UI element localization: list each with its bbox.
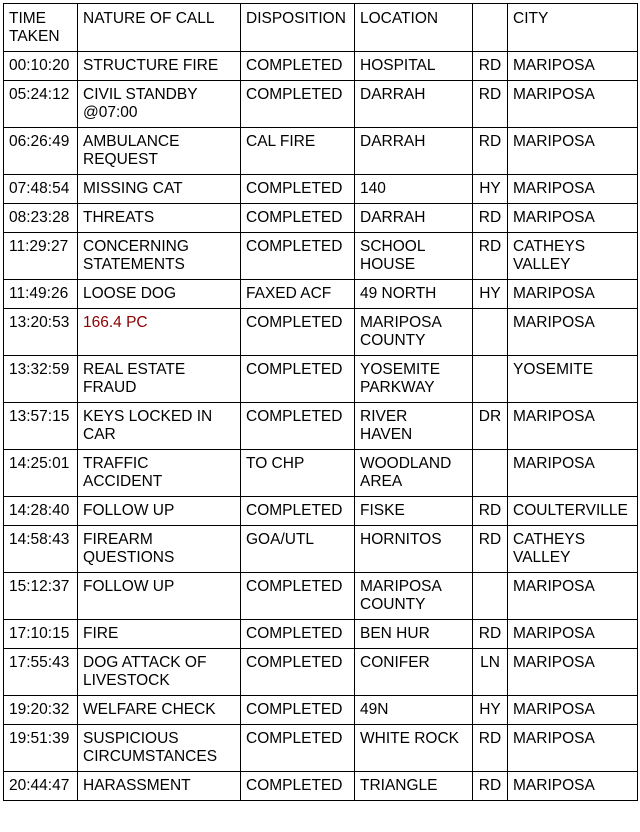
cell-nature-of-call: LOOSE DOG xyxy=(78,280,241,309)
cell-road-suffix xyxy=(473,356,508,403)
table-row xyxy=(4,725,638,772)
cell-location: WHITE ROCK xyxy=(355,725,473,772)
cell-time-taken: 17:10:15 xyxy=(4,620,78,649)
cell-location: 140 xyxy=(355,175,473,204)
header-row xyxy=(4,4,638,52)
cell-road-suffix: HY xyxy=(473,696,508,725)
cell-road-suffix: RD xyxy=(473,526,508,573)
table-row xyxy=(4,233,638,280)
cell-disposition: GOA/UTL xyxy=(241,526,355,573)
cell-road-suffix: RD xyxy=(473,52,508,81)
cell-road-suffix: HY xyxy=(473,175,508,204)
cell-disposition: COMPLETED xyxy=(241,497,355,526)
cell-location: CONIFER xyxy=(355,649,473,696)
call-log-body xyxy=(4,52,638,801)
cell-nature-of-call: AMBULANCE REQUEST xyxy=(78,128,241,175)
cell-location: YOSEMITE PARKWAY xyxy=(355,356,473,403)
cell-city: YOSEMITE xyxy=(508,356,638,403)
table-row xyxy=(4,175,638,204)
cell-disposition: COMPLETED xyxy=(241,175,355,204)
cell-location: DARRAH xyxy=(355,81,473,128)
cell-time-taken: 11:29:27 xyxy=(4,233,78,280)
cell-disposition: COMPLETED xyxy=(241,649,355,696)
cell-nature-of-call: REAL ESTATE FRAUD xyxy=(78,356,241,403)
cell-road-suffix: DR xyxy=(473,403,508,450)
cell-nature-of-call: THREATS xyxy=(78,204,241,233)
cell-location: HOSPITAL xyxy=(355,52,473,81)
table-row xyxy=(4,81,638,128)
cell-time-taken: 07:48:54 xyxy=(4,175,78,204)
cell-road-suffix: RD xyxy=(473,497,508,526)
table-row xyxy=(4,526,638,573)
cell-nature-of-call: WELFARE CHECK xyxy=(78,696,241,725)
cell-city: MARIPOSA xyxy=(508,649,638,696)
table-row xyxy=(4,280,638,309)
cell-disposition: COMPLETED xyxy=(241,356,355,403)
table-row xyxy=(4,497,638,526)
cell-disposition: COMPLETED xyxy=(241,772,355,801)
cell-location: SCHOOL HOUSE xyxy=(355,233,473,280)
cell-city: MARIPOSA xyxy=(508,696,638,725)
cell-location: DARRAH xyxy=(355,128,473,175)
cell-time-taken: 00:10:20 xyxy=(4,52,78,81)
cell-city: COULTERVILLE xyxy=(508,497,638,526)
table-row xyxy=(4,772,638,801)
cell-time-taken: 13:20:53 xyxy=(4,309,78,356)
cell-city: MARIPOSA xyxy=(508,573,638,620)
cell-nature-of-call: MISSING CAT xyxy=(78,175,241,204)
header-nature-of-call: NATURE OF CALL xyxy=(78,4,241,52)
cell-time-taken: 14:58:43 xyxy=(4,526,78,573)
cell-road-suffix xyxy=(473,450,508,497)
header-location: LOCATION xyxy=(355,4,473,52)
header-time-taken: TIME TAKEN xyxy=(4,4,78,52)
cell-location: HORNITOS xyxy=(355,526,473,573)
cell-nature-of-call: FOLLOW UP xyxy=(78,497,241,526)
header-suffix xyxy=(473,4,508,52)
table-row xyxy=(4,204,638,233)
cell-road-suffix: RD xyxy=(473,725,508,772)
cell-time-taken: 20:44:47 xyxy=(4,772,78,801)
table-row xyxy=(4,696,638,725)
cell-road-suffix: RD xyxy=(473,204,508,233)
cell-time-taken: 14:28:40 xyxy=(4,497,78,526)
cell-nature-of-call: CONCERNING STATEMENTS xyxy=(78,233,241,280)
cell-location: 49N xyxy=(355,696,473,725)
cell-location: MARIPOSA COUNTY xyxy=(355,309,473,356)
cell-location: FISKE xyxy=(355,497,473,526)
cell-location: DARRAH xyxy=(355,204,473,233)
cell-road-suffix xyxy=(473,573,508,620)
cell-location: 49 NORTH xyxy=(355,280,473,309)
cell-nature-of-call: SUSPICIOUS CIRCUMSTANCES xyxy=(78,725,241,772)
cell-disposition: COMPLETED xyxy=(241,309,355,356)
cell-nature-of-call: DOG ATTACK OF LIVESTOCK xyxy=(78,649,241,696)
cell-nature-of-call: FIRE xyxy=(78,620,241,649)
cell-time-taken: 05:24:12 xyxy=(4,81,78,128)
cell-road-suffix: LN xyxy=(473,649,508,696)
cell-city: MARIPOSA xyxy=(508,620,638,649)
cell-disposition: COMPLETED xyxy=(241,233,355,280)
cell-location: RIVER HAVEN xyxy=(355,403,473,450)
cell-disposition: COMPLETED xyxy=(241,81,355,128)
cell-time-taken: 13:32:59 xyxy=(4,356,78,403)
cell-city: MARIPOSA xyxy=(508,128,638,175)
header-disposition: DISPOSITION xyxy=(241,4,355,52)
cell-nature-of-call: 166.4 PC xyxy=(78,309,241,356)
table-row xyxy=(4,356,638,403)
cell-location: BEN HUR xyxy=(355,620,473,649)
cell-road-suffix: RD xyxy=(473,81,508,128)
call-log-table xyxy=(3,3,638,801)
cell-disposition: COMPLETED xyxy=(241,696,355,725)
cell-time-taken: 17:55:43 xyxy=(4,649,78,696)
cell-road-suffix: RD xyxy=(473,772,508,801)
cell-city: MARIPOSA xyxy=(508,309,638,356)
cell-time-taken: 14:25:01 xyxy=(4,450,78,497)
cell-nature-of-call: CIVIL STANDBY @07:00 xyxy=(78,81,241,128)
cell-city: MARIPOSA xyxy=(508,280,638,309)
cell-road-suffix: HY xyxy=(473,280,508,309)
cell-nature-of-call: STRUCTURE FIRE xyxy=(78,52,241,81)
cell-time-taken: 15:12:37 xyxy=(4,573,78,620)
cell-time-taken: 11:49:26 xyxy=(4,280,78,309)
cell-disposition: FAXED ACF xyxy=(241,280,355,309)
cell-disposition: COMPLETED xyxy=(241,573,355,620)
cell-disposition: COMPLETED xyxy=(241,403,355,450)
table-row xyxy=(4,620,638,649)
cell-time-taken: 06:26:49 xyxy=(4,128,78,175)
cell-time-taken: 08:23:28 xyxy=(4,204,78,233)
cell-time-taken: 19:51:39 xyxy=(4,725,78,772)
cell-location: MARIPOSA COUNTY xyxy=(355,573,473,620)
cell-road-suffix xyxy=(473,309,508,356)
cell-city: MARIPOSA xyxy=(508,772,638,801)
header-city: CITY xyxy=(508,4,638,52)
cell-disposition: COMPLETED xyxy=(241,725,355,772)
table-row xyxy=(4,403,638,450)
cell-nature-of-call: HARASSMENT xyxy=(78,772,241,801)
cell-disposition: COMPLETED xyxy=(241,620,355,649)
cell-city: MARIPOSA xyxy=(508,725,638,772)
cell-disposition: TO CHP xyxy=(241,450,355,497)
cell-nature-of-call: TRAFFIC ACCIDENT xyxy=(78,450,241,497)
cell-nature-of-call: FIREARM QUESTIONS xyxy=(78,526,241,573)
cell-time-taken: 13:57:15 xyxy=(4,403,78,450)
cell-city: MARIPOSA xyxy=(508,52,638,81)
cell-disposition: CAL FIRE xyxy=(241,128,355,175)
cell-disposition: COMPLETED xyxy=(241,204,355,233)
cell-road-suffix: RD xyxy=(473,128,508,175)
cell-location: WOODLAND AREA xyxy=(355,450,473,497)
cell-city: MARIPOSA xyxy=(508,204,638,233)
cell-city: MARIPOSA xyxy=(508,450,638,497)
cell-city: MARIPOSA xyxy=(508,175,638,204)
cell-city: CATHEYS VALLEY xyxy=(508,233,638,280)
cell-nature-of-call: FOLLOW UP xyxy=(78,573,241,620)
cell-time-taken: 19:20:32 xyxy=(4,696,78,725)
cell-disposition: COMPLETED xyxy=(241,52,355,81)
table-row xyxy=(4,309,638,356)
cell-city: MARIPOSA xyxy=(508,81,638,128)
cell-road-suffix: RD xyxy=(473,233,508,280)
cell-nature-of-call: KEYS LOCKED IN CAR xyxy=(78,403,241,450)
table-row xyxy=(4,128,638,175)
cell-location: TRIANGLE xyxy=(355,772,473,801)
cell-city: CATHEYS VALLEY xyxy=(508,526,638,573)
cell-city: MARIPOSA xyxy=(508,403,638,450)
table-row xyxy=(4,450,638,497)
table-row xyxy=(4,649,638,696)
cell-road-suffix: RD xyxy=(473,620,508,649)
table-row xyxy=(4,52,638,81)
table-row xyxy=(4,573,638,620)
